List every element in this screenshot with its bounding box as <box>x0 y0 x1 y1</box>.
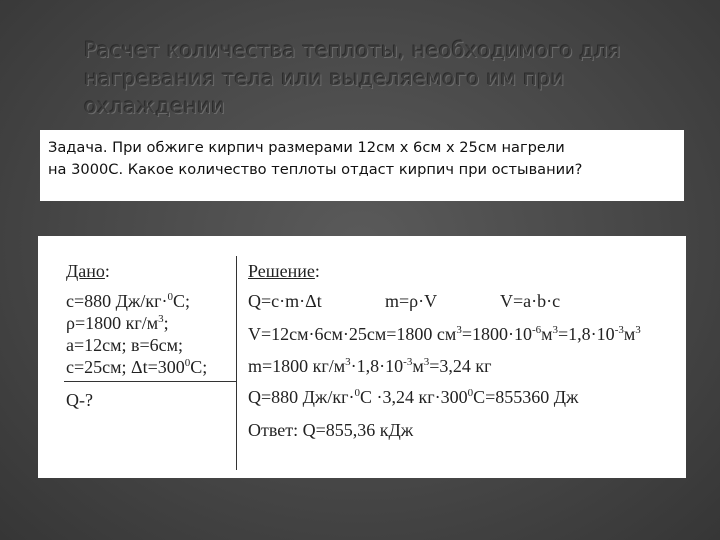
given-density <box>66 313 169 333</box>
mass-a: m=1800 кг/м <box>248 356 346 376</box>
given-c-text: с=880 Дж/кг· <box>66 291 168 311</box>
heat-c: С=855360 Дж <box>473 387 579 407</box>
given-heading-line <box>66 261 110 281</box>
column-divider <box>236 256 237 470</box>
given-cdt-end: С; <box>190 357 208 377</box>
given-dimensions-ab: а=12см; в=6см; <box>66 335 184 355</box>
volume-s2: -6 <box>531 324 542 336</box>
mass-d: =3,24 кг <box>429 356 492 376</box>
given-rho-sup: 3 <box>158 313 164 325</box>
volume-calculation <box>248 324 641 344</box>
formula-volume: V=a·b·c <box>500 291 561 311</box>
given-divider <box>64 381 237 382</box>
mass-s2: -3 <box>403 356 413 368</box>
task-box <box>40 130 684 201</box>
formula-mass: m=ρ·V <box>385 291 438 311</box>
task-line-1: Задача. При обжиге кирпич размерами 12см х 6см х 25см нагрели <box>48 139 565 156</box>
volume-a: V=12см·6см·25см=1800 см <box>248 324 457 344</box>
slide-title: Расчет количества теплоты, необходимого для нагревания тела или выделяемого им при охлаждении <box>84 38 621 118</box>
given-rho-end: ; <box>163 313 169 333</box>
solution-heading-line <box>248 261 320 281</box>
solution-table <box>38 236 686 478</box>
heat-calculation <box>248 387 579 407</box>
volume-s3: 3 <box>552 324 559 336</box>
solution-colon: : <box>314 261 320 281</box>
volume-s1: 3 <box>456 324 462 336</box>
mass-s1: 3 <box>345 356 351 368</box>
given-unknown: Q-? <box>66 390 93 410</box>
heat-b: С ·3,24 кг·300 <box>360 387 468 407</box>
mass-c: м <box>412 356 424 376</box>
heat-s2: 0 <box>467 387 474 399</box>
given-specific-heat <box>66 291 190 311</box>
given-rho-text: ρ=1800 кг/м <box>66 313 159 333</box>
answer: Ответ: Q=855,36 кДж <box>248 420 414 440</box>
task-line-2: на 3000С. Какое количество теплоты отдаст кирпич при остывании? <box>48 160 583 178</box>
given-heading: Дано <box>66 261 105 281</box>
mass-b: ·1,8·10 <box>350 356 404 376</box>
volume-e: м <box>623 324 636 344</box>
volume-s5: 3 <box>635 324 641 336</box>
volume-d: =1,8·10 <box>558 324 615 344</box>
mass-s3: 3 <box>423 356 430 368</box>
formula-heat: Q=с·m·Δt <box>248 291 322 311</box>
given-cdt-text: с=25см; Δt=300 <box>66 357 185 377</box>
heat-s1: 0 <box>354 387 360 399</box>
given-cdt-sup: 0 <box>184 357 191 369</box>
solution-heading: Решение <box>248 261 315 281</box>
given-c-sup: 0 <box>167 291 173 303</box>
volume-s4: -3 <box>614 324 624 336</box>
volume-b: =1800·10 <box>461 324 532 344</box>
mass-calculation <box>248 356 492 376</box>
given-dimension-c-temperature <box>66 357 207 377</box>
volume-c: м <box>541 324 553 344</box>
given-colon: : <box>104 261 110 281</box>
heat-a: Q=880 Дж/кг· <box>248 387 355 407</box>
given-c-unit: С; <box>172 291 190 311</box>
